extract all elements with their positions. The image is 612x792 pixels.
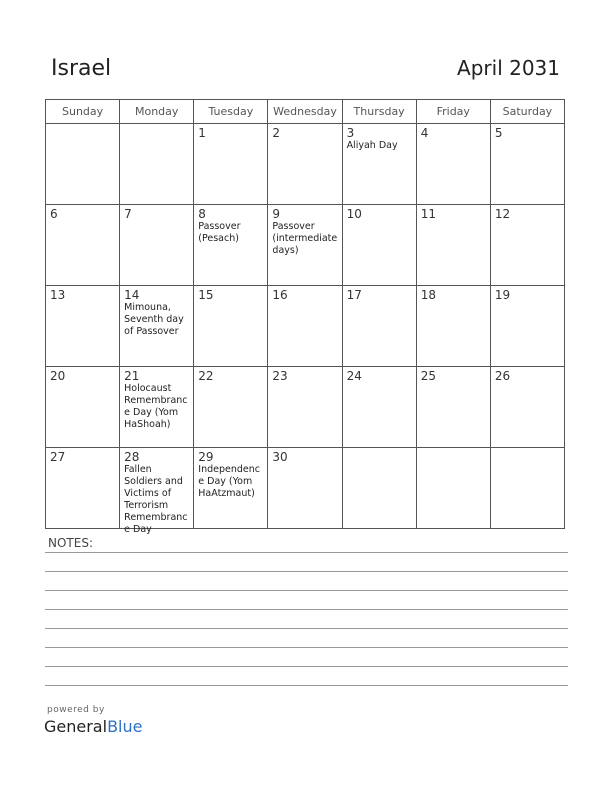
day-number: 18 [420,288,436,302]
day-cell [416,448,490,529]
day-number: 9 [272,207,281,221]
country-title: Israel [51,56,112,81]
week-row [46,286,565,367]
day-cell [416,124,490,205]
day-cell [490,124,564,205]
day-number: 21 [124,369,140,383]
note-line [45,666,568,667]
day-cell [416,286,490,367]
day-number: 24 [346,369,362,383]
day-number: 7 [124,207,132,221]
notes-label: NOTES: [48,536,93,550]
holiday-label: Passover (Pesach) [198,221,241,244]
day-number: 22 [198,369,214,383]
day-cell [194,124,268,205]
week-row [46,448,565,529]
day-number: 29 [198,450,214,464]
week-row [46,124,565,205]
day-number: 20 [50,369,66,383]
day-cell [490,205,564,286]
weekday-friday: Friday [416,100,490,124]
day-cell [46,448,120,529]
note-line [45,647,568,648]
holiday-label: Fallen Soldiers and Victims of Terrorism Remembrance Day [124,464,188,535]
day-number: 26 [494,369,511,383]
note-line [45,628,568,629]
week-row [46,367,565,448]
day-number: 16 [272,288,288,302]
day-cell [120,367,194,448]
note-line [45,609,568,610]
note-line [45,685,568,686]
day-cell [194,448,268,529]
day-number: 1 [198,126,206,140]
day-cell [46,205,120,286]
day-cell [416,205,490,286]
powered-by-text: powered by [47,705,105,715]
day-cell [342,286,416,367]
day-cell [490,367,564,448]
weekday-header-row [46,100,565,124]
day-cell [194,286,268,367]
day-number: 10 [346,207,362,221]
day-cell [120,124,194,205]
day-number: 4 [420,126,429,140]
brand-logo[interactable] [44,717,142,736]
day-cell [120,286,194,367]
day-cell [342,448,416,529]
day-number: 8 [198,207,206,221]
holiday-label: Mimouna, Seventh day of Passover [124,302,184,337]
day-cell [490,286,564,367]
holiday-label: Independence Day (Yom HaAtzmaut) [198,464,260,499]
week-row [46,205,565,286]
day-cell [120,448,194,535]
note-line [45,552,568,553]
brand-general: General [44,717,108,736]
day-number: 12 [494,207,511,221]
day-cell [194,367,268,448]
day-number: 3 [346,126,355,140]
brand-blue: Blue [107,717,143,736]
calendar-grid [45,99,565,535]
weekday-saturday: Saturday [490,100,564,124]
day-number: 13 [50,288,66,302]
holiday-label: Passover (intermediate days) [272,221,338,256]
weekday-monday: Monday [120,100,194,124]
day-number: 15 [198,288,214,302]
day-cell [194,205,268,286]
day-cell [46,286,120,367]
day-number: 6 [50,207,58,221]
weekday-thursday: Thursday [342,100,416,124]
day-number: 23 [272,369,288,383]
day-number: 19 [494,288,511,302]
day-cell [46,367,120,448]
day-cell [120,205,194,286]
holiday-label: Holocaust Remembrance Day (Yom HaShoah) [124,383,188,430]
day-number: 28 [124,450,140,464]
day-cell [46,124,120,205]
day-number: 25 [420,369,436,383]
month-title: April 2031 [457,56,560,80]
day-cell [268,367,342,448]
weekday-tuesday: Tuesday [194,100,268,124]
day-cell [268,286,342,367]
day-cell [268,448,342,529]
day-cell [268,205,342,286]
note-line [45,590,568,591]
day-cell [268,124,342,205]
day-cell [342,367,416,448]
day-number: 27 [50,450,66,464]
day-number: 11 [420,207,436,221]
day-cell [342,124,416,205]
note-line [45,571,568,572]
day-number: 30 [272,450,288,464]
day-cell [416,367,490,448]
weekday-sunday: Sunday [46,100,120,124]
day-cell [490,448,564,529]
day-cell [342,205,416,286]
day-number: 2 [272,126,281,140]
holiday-label: Aliyah Day [346,140,398,151]
day-number: 17 [346,288,362,302]
day-number: 14 [124,288,140,302]
day-number: 5 [494,126,503,140]
weekday-wednesday: Wednesday [268,100,342,124]
